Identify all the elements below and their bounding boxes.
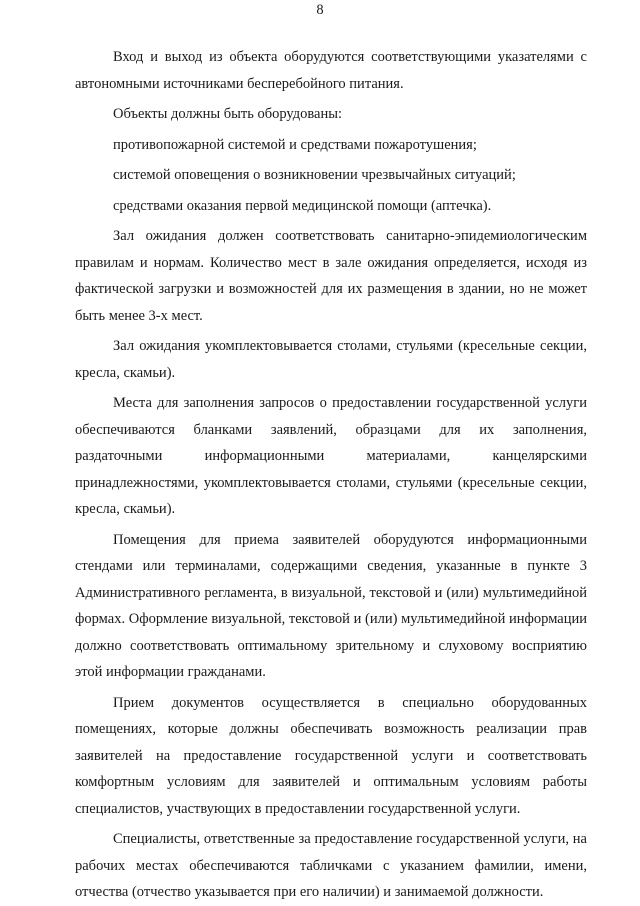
- paragraph-objects-equipped: Объекты должны быть оборудованы:: [113, 106, 343, 122]
- paragraph-reception-rooms: Помещения для приема заявителей оборудуются информационными стендами или терминалами, содержащими сведения, указанные в пункте 3 Административного регламента, в визуальной, текстовой и (или) мультимедийной формах. Оформление визуальной, текстовой и (или) мультимедийной информации должно соответствовать оптимальному зрительному и слуховому восприятию этой информации гражданами.: [75, 531, 587, 680]
- paragraph-emergency-alert: системой оповещения о возникновении чрезвычайных ситуаций;: [113, 167, 516, 183]
- paragraph-entrance-exit: Вход и выход из объекта оборудуются соответствующими указателями с автономными источниками бесперебойного питания.: [75, 49, 587, 92]
- paragraph-document-reception: Прием документов осуществляется в специально оборудованных помещениях, которые должны обеспечивать возможность реализации прав заявителей на предоставление государственной услуги и соответствовать комфортным условиям для заявителей и оптимальным условиям работы специалистов, участвующих в предоставлении государственной услуги.: [75, 694, 587, 817]
- page-number: 8: [316, 2, 324, 18]
- paragraph-waiting-hall-norms: Зал ожидания должен соответствовать санитарно-эпидемиологическим правилам и нормам. Количество мест в зале ожидания определяется, исходя из фактической загрузки и возможностей для их размещения в здании, но не может быть менее 3-х мест.: [75, 228, 587, 324]
- paragraph-request-places: Места для заполнения запросов о предоставлении государственной услуги обеспечиваются бланками заявлений, образцами для их заполнения, раздаточными информационными материалами, канцелярскими принадлежностями, укомплектовывается столами, стульями (кресельные секции, кресла, скамьи).: [75, 395, 587, 517]
- document-body: [75, 44, 587, 906]
- paragraph-first-aid: средствами оказания первой медицинской помощи (аптечка).: [113, 197, 492, 214]
- paragraph-fire-system: противопожарной системой и средствами пожаротушения;: [113, 136, 477, 153]
- paragraph-specialists: Специалисты, ответственные за предоставление государственной услуги, на рабочих местах обеспечиваются табличками с указанием фамилии, имени, отчества (отчество указывается при его наличии) и занимаемой должности.: [75, 831, 587, 900]
- paragraph-waiting-hall-furniture: Зал ожидания укомплектовывается столами, стульями (кресельные секции, кресла, скамьи).: [75, 338, 587, 381]
